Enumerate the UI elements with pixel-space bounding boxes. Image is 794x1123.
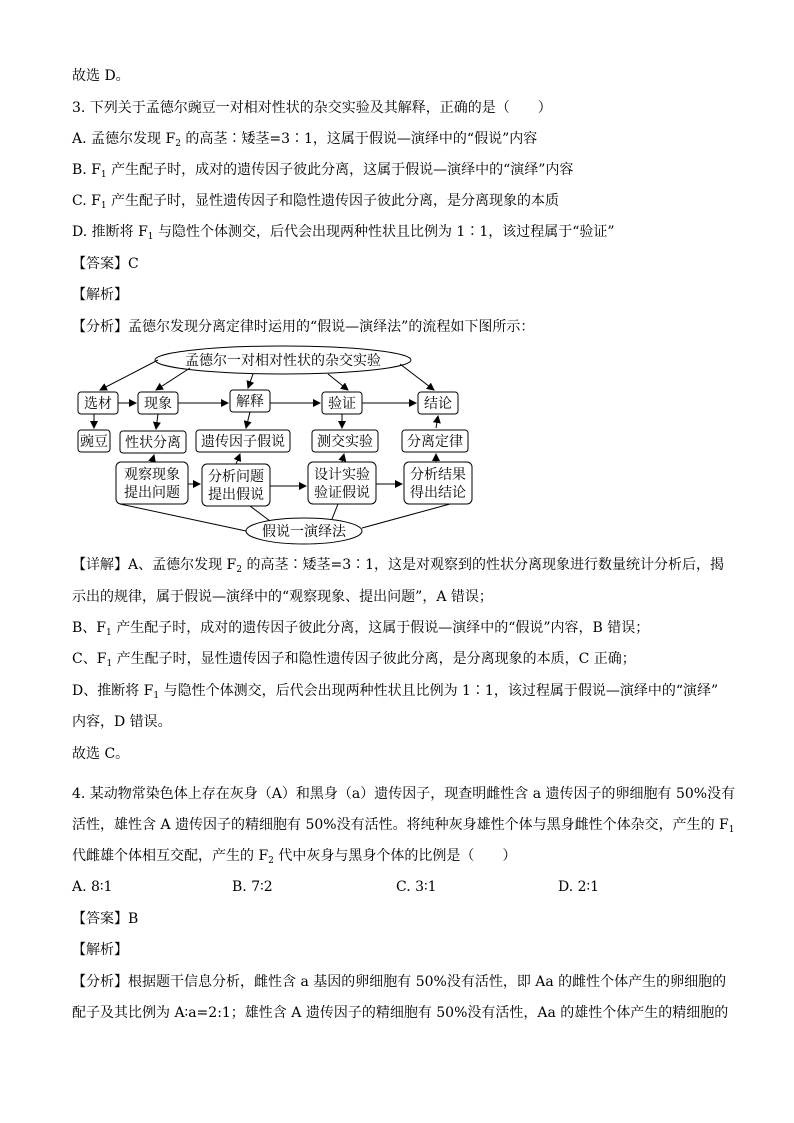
label-select-material: 选材	[84, 396, 112, 412]
question-4-line-2: 活性，雄性含 A 遗传因子的精细胞有 50%没有活性。将纯种灰身雄性个体与黑身雌性个体杂交，产生的 $F_1$	[72, 817, 735, 835]
label-segregation-law: 分离定律	[407, 434, 463, 450]
label-analyze-1: 分析问题	[208, 469, 264, 485]
label-design-1: 设计实验	[314, 467, 370, 483]
option-4b: B. 7∶2	[232, 879, 273, 895]
label-results-2: 得出结论	[410, 485, 466, 501]
option-4c: C. 3∶1	[396, 879, 437, 895]
detail-6: 内容，D 错误。	[72, 714, 172, 730]
label-analyze-2: 提出假说	[208, 487, 264, 503]
top-ellipse-label: 孟德尔一对相对性状的杂交实验	[185, 353, 381, 369]
label-pea: 豌豆	[80, 434, 108, 450]
label-verification: 验证	[328, 396, 356, 412]
option-4a: A. 8∶1	[72, 879, 113, 895]
detail-1: 【详解】A、孟德尔发现 $F_2$ 的高茎∶矮茎=3∶1，这是对观察到的性状分离现象进行数量统计分析后，揭	[72, 557, 725, 575]
option-b: B. $F_1$ 产生配子时，成对的遗传因子彼此分离，这属于假说—演绎中的“演绎”内容	[72, 162, 574, 180]
detail-3: B、$F_1$ 产生配子时，成对的遗传因子彼此分离，这属于假说—演绎中的“假说”内容，B 错误；	[72, 620, 650, 638]
analysis-heading-4: 【解析】	[72, 942, 128, 958]
label-explanation: 解释	[236, 394, 264, 410]
bottom-ellipse-label: 假说一演绎法	[262, 524, 346, 540]
select-c: 故选 C。	[72, 746, 130, 762]
detail-2: 示出的规律，属于假说—演绎中的“观察现象、提出问题”，A 错误；	[72, 589, 493, 605]
analysis-text-4-1: 【分析】根据题干信息分析，雌性含 a 基因的卵细胞有 50%没有活性，即 Aa 的雌性个体产生的卵细胞的	[72, 974, 727, 990]
option-c: C. $F_1$ 产生配子时，显性遗传因子和隐性遗传因子彼此分离，是分离现象的本质	[72, 193, 560, 211]
question-4-line-1: 4. 某动物常染色体上存在灰身（A）和黑身（a）遗传因子，现查明雌性含 a 遗传因子的卵细胞有 50%没有	[72, 786, 736, 802]
question-3: 3. 下列关于孟德尔豌豆一对相对性状的杂交实验及其解释，正确的是（ ）	[72, 100, 552, 116]
option-d: D. 推断将 $F_1$ 与隐性个体测交，后代会出现两种性状且比例为 1∶1，该过程属于“验证”	[72, 224, 615, 242]
label-trait-segregation: 性状分离	[125, 435, 181, 451]
label-design-2: 验证假说	[314, 485, 370, 501]
analysis-heading-3: 【解析】	[72, 287, 128, 303]
analysis-text-3: 【分析】孟德尔发现分离定律时运用的“假说—演绎法”的流程如下图所示：	[72, 319, 535, 335]
detail-4: C、$F_1$ 产生配子时，显性遗传因子和隐性遗传因子彼此分离，是分离现象的本质，C 正确；	[72, 651, 636, 669]
label-observe-1: 观察现象	[124, 467, 180, 483]
line-select-d: 故选 D。	[72, 68, 130, 84]
flow-diagram	[70, 340, 510, 550]
label-phenomenon: 现象	[144, 396, 172, 412]
option-a: A. 孟德尔发现 $F_2$ 的高茎∶矮茎=3∶1，这属于假说—演绎中的“假说”内容	[72, 131, 538, 149]
answer-3: 【答案】C	[72, 256, 139, 272]
option-4d: D. 2∶1	[558, 879, 600, 895]
detail-5: D、推断将 $F_1$ 与隐性个体测交，后代会出现两种性状且比例为 1∶1，该过程属于假说—演绎中的“演绎”	[72, 683, 719, 701]
label-conclusion: 结论	[424, 396, 452, 412]
answer-4: 【答案】B	[72, 911, 139, 927]
label-testcross: 测交实验	[317, 434, 373, 450]
label-factor-hypothesis: 遗传因子假说	[201, 434, 285, 450]
analysis-text-4-2: 配子及其比例为 A∶a=2:1；雄性含 A 遗传因子的精细胞有 50%没有活性，Aa 的雄性个体产生的精细胞的	[72, 1005, 729, 1021]
label-observe-2: 提出问题	[124, 485, 180, 501]
question-4-line-3: 代雌雄个体相互交配，产生的 $F_2$ 代中灰身与黑身个体的比例是（ ）	[72, 848, 517, 866]
label-results-1: 分析结果	[410, 467, 466, 483]
